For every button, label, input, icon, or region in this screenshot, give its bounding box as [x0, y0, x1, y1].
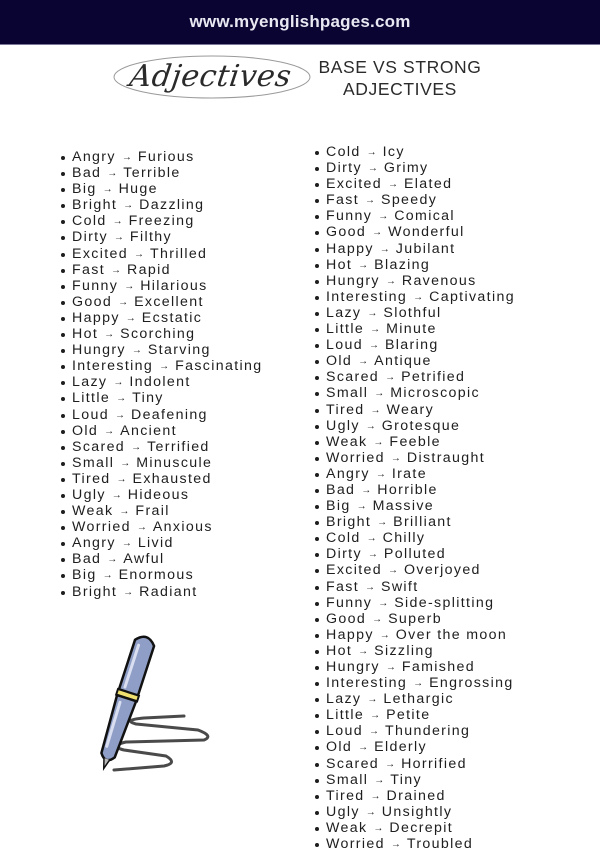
arrow-icon: → [123, 200, 134, 212]
strong-adjective: Microscopic [390, 385, 480, 402]
base-adjective: Lazy [326, 304, 362, 321]
base-adjective: Interesting [326, 675, 408, 692]
arrow-icon: → [358, 645, 369, 657]
strong-adjective: Horrible [377, 481, 438, 498]
base-adjective: Big [72, 567, 97, 584]
adjective-pair [314, 209, 574, 225]
arrow-icon: → [131, 345, 142, 357]
arrow-icon: → [370, 404, 381, 416]
adjective-pair [60, 327, 260, 343]
arrow-icon: → [120, 457, 131, 469]
base-adjective: Interesting [326, 288, 408, 305]
arrow-icon: → [114, 409, 125, 421]
adjective-pair [60, 391, 260, 407]
adjective-pair [314, 805, 574, 821]
strong-adjective: Freezing [128, 213, 195, 230]
strong-adjective: Scorching [120, 326, 196, 343]
strong-adjective: Dazzling [139, 197, 205, 214]
base-adjective: Bright [72, 583, 118, 600]
adjective-pair [314, 306, 574, 322]
adjective-pair [60, 408, 260, 424]
arrow-icon: → [368, 340, 379, 352]
strong-adjective: Decrepit [389, 819, 454, 836]
arrow-icon: → [378, 211, 389, 223]
base-adjective: Loud [326, 337, 363, 354]
base-adjective: Hot [72, 326, 99, 343]
adjective-pair [60, 568, 260, 584]
base-adjective: Bad [326, 481, 356, 498]
adjective-pair [60, 488, 260, 504]
base-adjective: Ugly [326, 417, 360, 434]
arrow-icon: → [413, 291, 424, 303]
adjective-pair [314, 660, 574, 676]
arrow-icon: → [116, 473, 127, 485]
base-adjective: Cold [72, 213, 107, 230]
strong-adjective: Minute [386, 321, 437, 338]
strong-adjective: Grimy [383, 160, 429, 177]
base-adjective: Loud [72, 406, 109, 423]
strong-adjective: Awful [123, 551, 165, 568]
strong-adjective: Rapid [127, 261, 171, 278]
arrow-icon: → [133, 248, 144, 260]
strong-adjective: Horrified [401, 755, 467, 772]
adjective-pair [314, 177, 574, 193]
base-adjective: Good [326, 224, 367, 241]
pen-icon [86, 630, 221, 780]
base-adjective: Dirty [326, 546, 362, 563]
adjective-pair [60, 263, 260, 279]
strong-adjective: Lethargic [383, 691, 454, 708]
arrow-icon: → [370, 790, 381, 802]
base-adjective: Hot [326, 256, 353, 273]
arrow-icon: → [121, 538, 132, 550]
adjective-pair [314, 322, 574, 338]
arrow-icon: → [379, 629, 390, 641]
adjective-pair [314, 515, 574, 531]
base-adjective: Fast [326, 192, 359, 209]
adjective-pair [314, 435, 574, 451]
base-adjective: Funny [326, 594, 373, 611]
strong-adjective: Captivating [429, 288, 515, 305]
arrow-icon: → [112, 216, 123, 228]
strong-adjective: Elated [403, 176, 453, 193]
site-url[interactable]: www.myenglishpages.com [189, 12, 411, 31]
arrow-icon: → [372, 613, 383, 625]
strong-adjective: Chilly [382, 530, 426, 547]
strong-adjective: Livid [137, 535, 174, 552]
arrow-icon: → [365, 806, 376, 818]
base-adjective: Dirty [326, 160, 362, 177]
base-adjective: Dirty [72, 229, 108, 246]
adjective-pair [60, 198, 260, 214]
strong-adjective: Swift [381, 578, 419, 595]
base-adjective: Angry [72, 149, 116, 165]
arrow-icon: → [102, 184, 113, 196]
base-adjective: Happy [72, 309, 120, 326]
strong-adjective: Overjoyed [403, 562, 481, 579]
adjective-pair [314, 563, 574, 579]
base-adjective: Big [326, 498, 351, 515]
strong-adjective: Indolent [129, 374, 191, 391]
adjective-pair [314, 354, 574, 370]
adjective-pair [314, 290, 574, 306]
base-adjective: Small [72, 454, 115, 471]
strong-adjective: Blazing [374, 256, 431, 273]
adjective-pair [314, 499, 574, 515]
adjective-pair [314, 596, 574, 612]
base-adjective: Old [72, 422, 99, 439]
adjective-pair [60, 343, 260, 359]
base-adjective: Lazy [326, 691, 362, 708]
adjective-pair [314, 628, 574, 644]
base-adjective: Angry [72, 535, 116, 552]
arrow-icon: → [358, 742, 369, 754]
adjective-pair [314, 386, 574, 402]
base-adjective: Weak [326, 819, 368, 836]
arrow-icon: → [365, 420, 376, 432]
strong-adjective: Polluted [383, 546, 446, 563]
strong-adjective: Icy [382, 144, 405, 160]
adjective-pair [314, 419, 574, 435]
base-adjective: Ugly [326, 803, 360, 820]
strong-adjective: Petrified [401, 369, 466, 386]
base-adjective: Scared [326, 755, 380, 772]
base-adjective: Good [72, 293, 113, 310]
strong-adjective: Famished [401, 659, 475, 675]
base-adjective: Bright [72, 197, 118, 214]
arrow-icon: → [113, 377, 124, 389]
adjective-pair [314, 145, 574, 161]
arrow-icon: → [367, 549, 378, 561]
adjective-pair [60, 504, 260, 520]
arrow-icon: → [385, 662, 396, 673]
arrow-icon: → [390, 839, 401, 851]
strong-adjective: Filthy [129, 229, 172, 246]
arrow-icon: → [107, 554, 118, 566]
arrow-icon: → [366, 533, 377, 545]
base-adjective: Cold [326, 530, 361, 547]
adjective-pair [60, 311, 260, 327]
strong-adjective: Irate [391, 465, 427, 482]
base-adjective: Fast [326, 578, 359, 595]
strong-adjective: Slothful [383, 304, 442, 321]
strong-adjective: Brilliant [393, 514, 452, 531]
base-adjective: Angry [326, 465, 370, 482]
adjective-pair [314, 258, 574, 274]
base-adjective: Tired [326, 401, 365, 418]
base-adjective: Bright [326, 514, 372, 531]
arrow-icon: → [123, 586, 134, 598]
arrow-icon: → [374, 388, 385, 400]
arrow-icon: → [373, 436, 384, 448]
adjective-pair [60, 166, 260, 182]
strong-adjective: Distraught [406, 449, 486, 466]
strong-adjective: Feeble [389, 433, 441, 450]
arrow-icon: → [358, 259, 369, 271]
strong-adjective: Ravenous [401, 272, 477, 289]
adjective-pair [314, 644, 574, 660]
strong-adjective: Ecstatic [141, 309, 203, 326]
adjective-pair [314, 724, 574, 740]
adjective-pair [314, 483, 574, 499]
arrow-icon: → [387, 179, 398, 191]
arrow-icon: → [387, 565, 398, 577]
arrow-icon: → [365, 581, 375, 593]
adjective-pair [60, 214, 260, 230]
strong-adjective: Jubilant [395, 240, 456, 257]
adjective-pair [314, 612, 574, 628]
strong-adjective: Elderly [374, 739, 427, 756]
logo-text: Adjectives [127, 59, 294, 94]
base-adjective: Little [72, 390, 111, 407]
strong-adjective: Speedy [381, 192, 438, 209]
adjective-pair [314, 451, 574, 467]
adjective-pair [314, 676, 574, 692]
adjective-pair [314, 274, 574, 290]
arrow-icon: → [102, 570, 113, 582]
adjective-pair [314, 757, 574, 773]
strong-adjective: Wonderful [388, 224, 465, 241]
adjective-pair [314, 692, 574, 708]
adjective-pair [60, 295, 260, 311]
strong-adjective: Furious [137, 149, 195, 165]
arrow-icon: → [125, 312, 136, 324]
base-adjective: Tired [72, 470, 111, 487]
strong-adjective: Thundering [384, 723, 471, 740]
base-adjective: Weak [72, 503, 114, 520]
base-adjective: Tired [326, 787, 365, 804]
strong-adjective: Excellent [134, 293, 204, 310]
strong-adjective: Frail [135, 503, 170, 520]
arrow-icon: → [159, 361, 170, 373]
adjective-pair [314, 467, 574, 483]
strong-adjective: Blaring [384, 337, 439, 354]
adjective-pair [60, 182, 260, 198]
base-adjective: Worried [72, 519, 131, 536]
strong-adjective: Massive [372, 498, 435, 515]
arrow-icon: → [116, 393, 127, 405]
base-adjective: Happy [326, 626, 374, 643]
strong-adjective: Side-splitting [394, 594, 495, 611]
arrow-icon: → [104, 329, 115, 341]
base-adjective: Funny [326, 208, 373, 225]
adjective-pair [314, 740, 574, 756]
arrow-icon: → [385, 372, 396, 384]
adjective-pair [60, 440, 260, 456]
adjective-pair [60, 247, 260, 263]
strong-adjective: Exhausted [132, 470, 212, 487]
strong-adjective: Starving [147, 342, 211, 359]
adjective-pair [314, 370, 574, 386]
adjective-pair [314, 580, 574, 596]
strong-adjective: Terrified [147, 438, 210, 455]
adjective-pair [314, 531, 574, 547]
adjective-pair [60, 358, 263, 375]
base-adjective: Excited [326, 176, 382, 193]
base-adjective: Little [326, 321, 365, 338]
adjective-pair [314, 338, 574, 354]
adjective-pair [60, 424, 260, 440]
arrow-icon: → [104, 425, 115, 437]
arrow-icon: → [379, 243, 390, 255]
arrow-icon: → [358, 356, 369, 368]
strong-adjective: Weary [386, 401, 435, 418]
arrow-icon: → [367, 694, 378, 706]
strong-adjective: Terrible [123, 165, 181, 182]
strong-adjective: Petite [386, 707, 431, 724]
strong-adjective: Thrilled [149, 245, 208, 262]
base-adjective: Hungry [326, 659, 380, 675]
base-adjective: Worried [326, 449, 385, 466]
base-adjective: Excited [72, 245, 128, 262]
arrow-icon: → [370, 710, 381, 722]
arrow-icon: → [118, 296, 129, 308]
strong-adjective: Drained [386, 787, 446, 804]
adjective-pair [314, 789, 574, 805]
arrow-icon: → [375, 468, 386, 480]
strong-adjective: Hideous [127, 486, 190, 503]
base-adjective: Cold [326, 144, 361, 160]
arrow-icon: → [119, 506, 130, 518]
adjective-pair [60, 150, 260, 166]
arrow-icon: → [368, 726, 379, 738]
base-adjective: Old [326, 739, 353, 756]
arrow-icon: → [374, 774, 385, 786]
arrow-icon: → [121, 152, 132, 163]
arrow-icon: → [124, 280, 135, 292]
arrow-icon: → [136, 522, 147, 534]
adjective-pair [60, 456, 260, 472]
right-adjective-list [314, 145, 574, 853]
arrow-icon: → [113, 232, 124, 244]
adjective-pair [60, 536, 260, 552]
adjective-pair [314, 821, 574, 837]
strong-adjective: Comical [394, 208, 455, 225]
strong-adjective: Sizzling [374, 642, 434, 659]
base-adjective: Small [326, 385, 369, 402]
adjective-pair [60, 520, 260, 536]
strong-adjective: Hilarious [140, 277, 208, 294]
arrow-icon: → [385, 758, 396, 770]
adjective-pair [314, 242, 574, 258]
page-subtitle [310, 56, 490, 100]
arrow-icon: → [390, 452, 401, 464]
strong-adjective: Unsightly [381, 803, 453, 820]
arrow-icon: → [413, 678, 424, 690]
base-adjective: Funny [72, 277, 119, 294]
arrow-icon: → [107, 168, 118, 180]
arrow-icon: → [385, 275, 396, 287]
base-adjective: Bad [72, 551, 102, 568]
strong-adjective: Huge [118, 181, 158, 198]
base-adjective: Little [326, 707, 365, 724]
adjective-pair [314, 773, 574, 789]
base-adjective: Weak [326, 433, 368, 450]
arrow-icon: → [111, 264, 121, 276]
strong-adjective: Minuscule [136, 454, 213, 471]
strong-adjective: Enormous [118, 567, 195, 584]
base-adjective: Bad [72, 165, 102, 182]
subtitle-line-1: BASE VS STRONG [318, 57, 482, 77]
strong-adjective: Tiny [132, 390, 164, 407]
strong-adjective: Fascinating [175, 358, 263, 375]
adjective-pair [60, 585, 260, 601]
base-adjective: Loud [326, 723, 363, 740]
strong-adjective: Grotesque [381, 417, 461, 434]
strong-adjective: Radiant [139, 583, 198, 600]
arrow-icon: → [378, 597, 389, 609]
base-adjective: Scared [326, 369, 380, 386]
arrow-icon: → [373, 822, 384, 834]
base-adjective: Ugly [72, 486, 106, 503]
adjective-pair [60, 230, 260, 246]
base-adjective: Hungry [326, 272, 380, 289]
base-adjective: Big [72, 181, 97, 198]
arrow-icon: → [370, 324, 381, 336]
site-header [0, 0, 600, 45]
adjective-pair [60, 472, 260, 488]
strong-adjective: Deafening [130, 406, 208, 423]
adjective-pair [314, 708, 574, 724]
adjective-pair [60, 552, 260, 568]
base-adjective: Worried [326, 836, 385, 853]
strong-adjective: Troubled [406, 836, 474, 853]
base-adjective: Scared [72, 438, 126, 455]
base-adjective: Hot [326, 642, 353, 659]
arrow-icon: → [365, 195, 375, 207]
strong-adjective: Over the moon [395, 626, 508, 643]
base-adjective: Excited [326, 562, 382, 579]
strong-adjective: Engrossing [429, 675, 514, 692]
adjective-pair [314, 403, 574, 419]
base-adjective: Old [326, 353, 353, 370]
strong-adjective: Superb [388, 610, 442, 627]
adjective-pair [314, 161, 574, 177]
arrow-icon: → [372, 227, 383, 239]
strong-adjective: Antique [374, 353, 432, 370]
adjective-pair [314, 837, 574, 853]
left-adjective-list [60, 149, 263, 601]
adjective-pair [314, 547, 574, 563]
adjective-pair [60, 279, 260, 295]
base-adjective: Interesting [72, 358, 154, 375]
base-adjective: Lazy [72, 374, 108, 391]
base-adjective: Happy [326, 240, 374, 257]
adjective-pair [60, 375, 260, 391]
arrow-icon: → [367, 307, 378, 319]
base-adjective: Hungry [72, 342, 126, 359]
adjective-pair [314, 225, 574, 241]
adjectives-logo [112, 52, 316, 102]
base-adjective: Small [326, 771, 369, 788]
base-adjective: Fast [72, 261, 105, 278]
strong-adjective: Ancient [120, 422, 177, 439]
adjective-pair [314, 193, 574, 209]
subtitle-line-2: ADJECTIVES [343, 79, 457, 99]
arrow-icon: → [356, 501, 367, 513]
arrow-icon: → [377, 517, 388, 529]
arrow-icon: → [131, 441, 142, 453]
arrow-icon: → [367, 163, 378, 175]
strong-adjective: Anxious [152, 519, 213, 536]
arrow-icon: → [111, 489, 122, 501]
arrow-icon: → [361, 484, 372, 496]
strong-adjective: Tiny [390, 771, 422, 788]
arrow-icon: → [366, 147, 377, 158]
base-adjective: Good [326, 610, 367, 627]
